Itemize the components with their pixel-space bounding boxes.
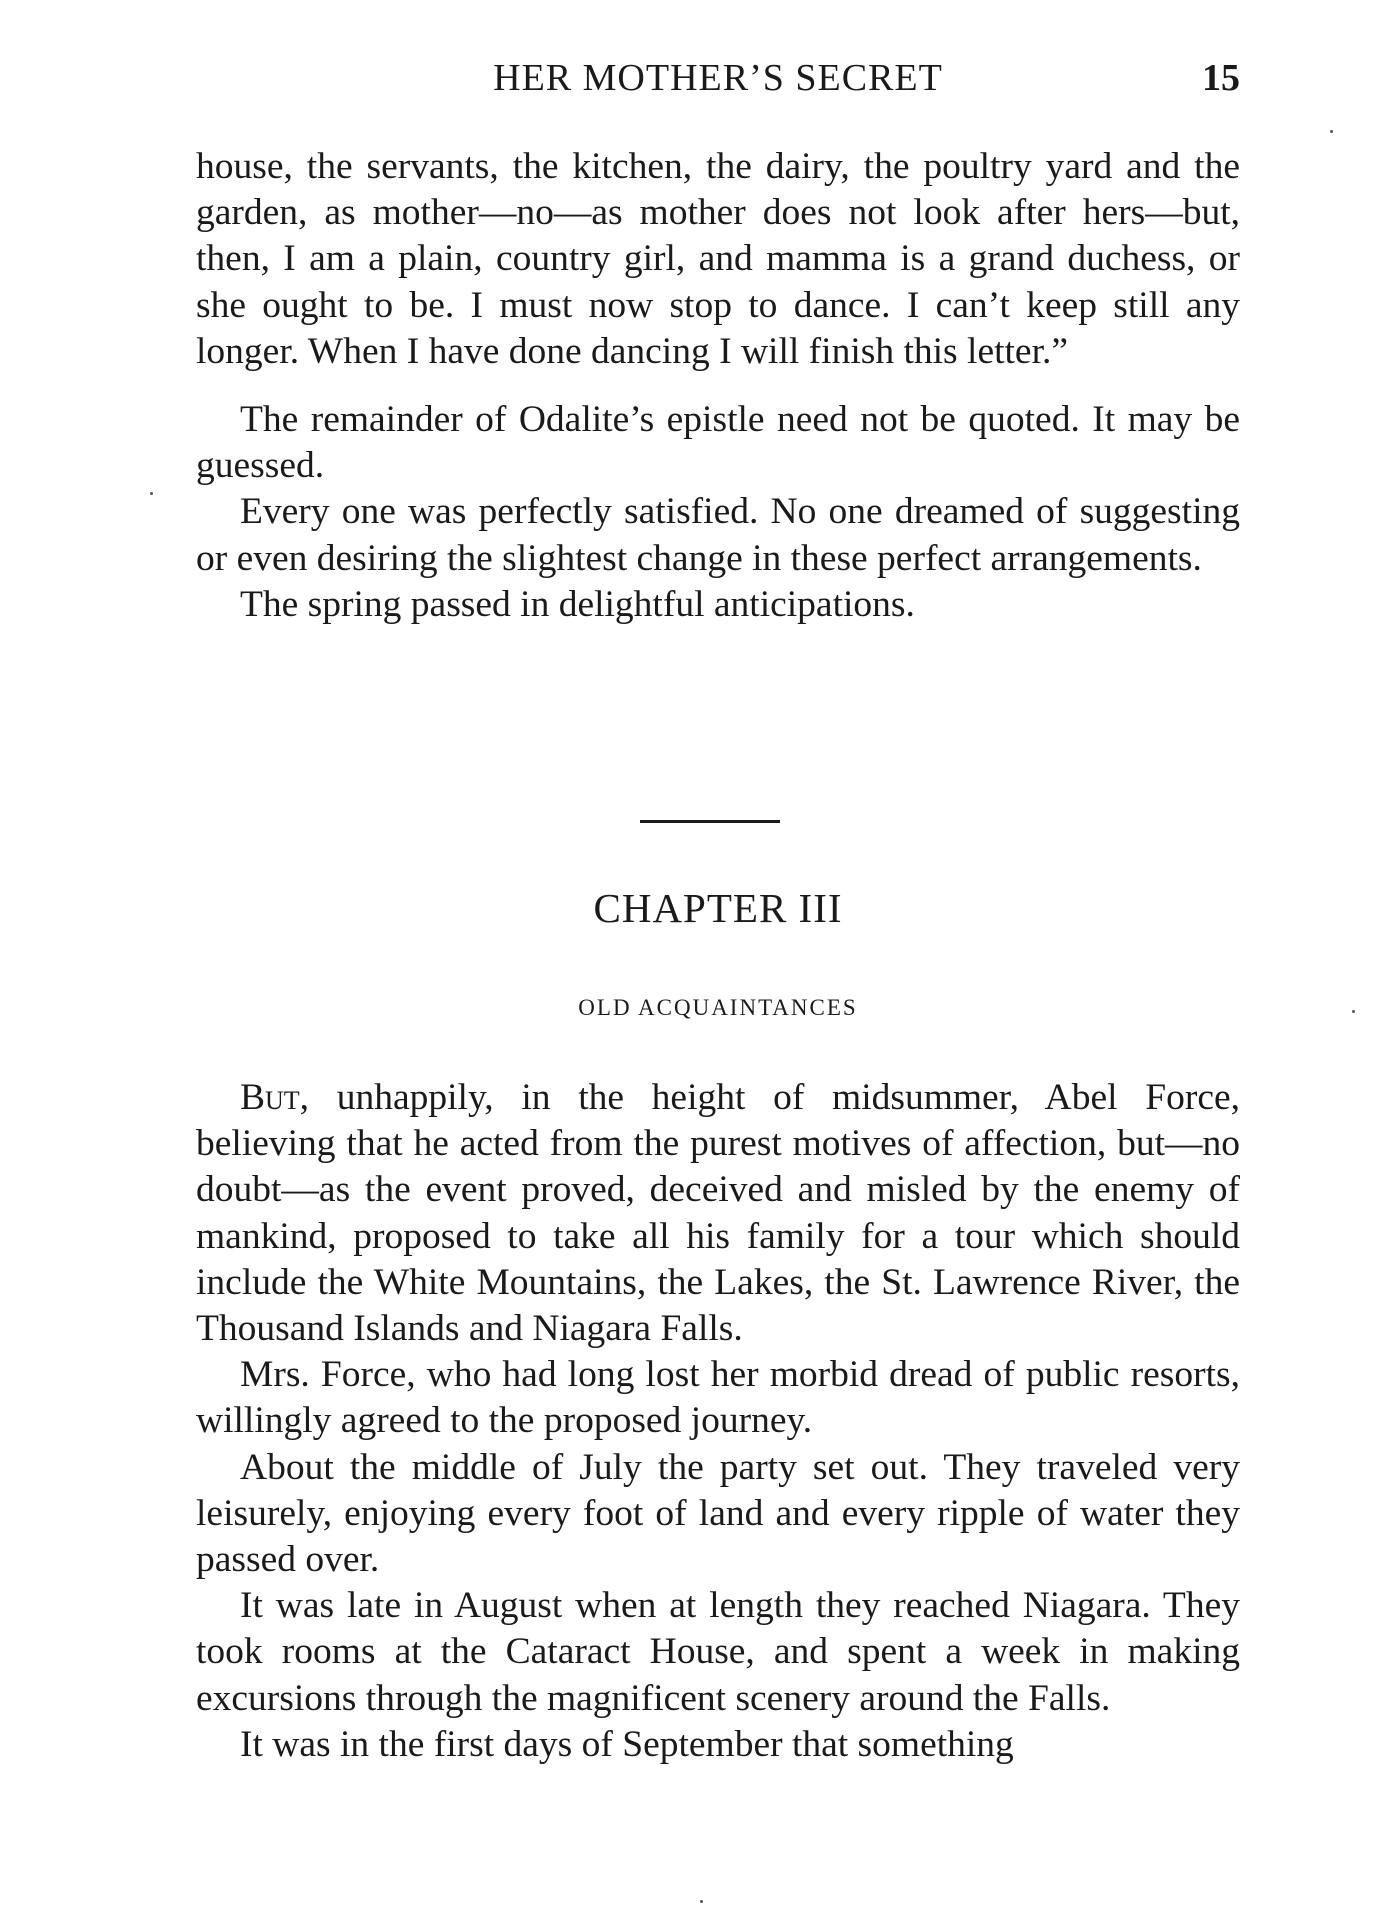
chapter-text-block <box>196 1075 1240 1768</box>
drop-word: But <box>240 1077 300 1118</box>
page-number: 15 <box>1202 57 1240 99</box>
paragraph: It was late in August when at length they reached Niagara. They took rooms at the Cataract House, and spent a week in making excursions through the magnificent scenery around the Falls. <box>196 1585 1240 1719</box>
chapter-title: CHAPTER III <box>593 885 843 931</box>
paper-speck <box>700 1900 703 1903</box>
paragraph: The spring passed in delightful anticipations. <box>240 583 915 625</box>
section-divider <box>640 820 780 823</box>
opening-text: , unhappily, in the height of midsummer, Abel Force, believing that he acted from the purest motives of affection, but—no doubt—as the event proved, deceived and misled by the enemy of mankind, proposed to take all his family for a tour which should include the White Mountains, the Lakes, the St. Lawrence River, the Thousand Islands and Niagara Falls. <box>196 1077 1240 1350</box>
chapter-opening-paragraph <box>196 1075 1240 1352</box>
chapter-subtitle: OLD ACQUAINTANCES <box>578 995 858 1020</box>
paper-speck <box>1330 130 1333 133</box>
paragraph-letter-end: house, the servants, the kitchen, the dairy, the poultry yard and the garden, as mother—no—as mother does not look after hers—but, then, I am a plain, country girl, and mamma is a grand duchess, or she ought to be. I must now stop to dance. I can’t keep still any longer. When I have done dancing I will finish this letter.” <box>196 146 1240 372</box>
continued-text-block <box>196 144 1240 628</box>
paper-speck <box>1352 1010 1355 1013</box>
paragraph: About the middle of July the party set out. They traveled very leisurely, enjoying every foot of land and every ripple of water they passed over. <box>196 1446 1240 1581</box>
paragraph-continues: It was in the first days of September that something <box>240 1723 1014 1765</box>
paragraph: Mrs. Force, who had long lost her morbid dread of public resorts, willingly agreed to the proposed journey. <box>196 1354 1240 1442</box>
running-title: HER MOTHER’S SECRET <box>493 57 943 99</box>
paragraph: Every one was perfectly satisfied. No one dreamed of suggesting or even desiring the slightest change in these perfect arrangements. <box>196 491 1240 579</box>
running-head <box>196 48 1240 108</box>
paper-speck <box>150 492 153 495</box>
paragraph: The remainder of Odalite’s epistle need not be quoted. It may be guessed. <box>196 399 1240 487</box>
